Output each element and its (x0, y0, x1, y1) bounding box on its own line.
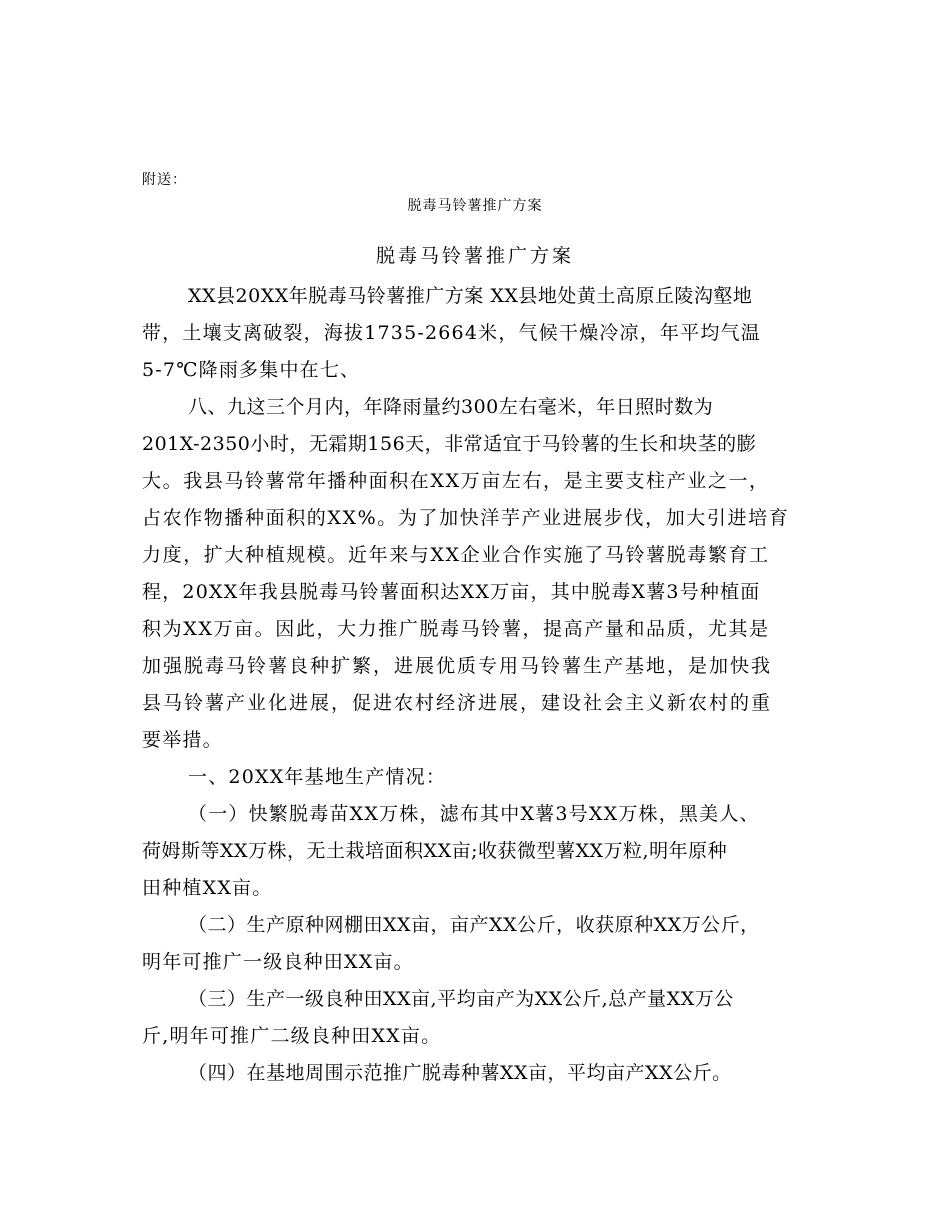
text-line: 斤,明年可推广二级良种田XX亩。 (142, 1025, 442, 1047)
text-line: （四）在基地周围示范推广脱毒种薯XX亩，平均亩产XX公斤。 (188, 1062, 732, 1084)
text-line: XX县20XX年脱毒马铃薯推广方案 XX县地处黄土高原丘陵沟壑地 (188, 285, 753, 307)
text-line: （三）生产一级良种田XX亩,平均亩产为XX公斤,总产量XX万公 (188, 988, 734, 1010)
text-line: 田种植XX亩。 (142, 877, 273, 899)
text-line: 占农作物播种面积的XX%。为了加快洋芋产业进展步伐，加大引进培育 (142, 507, 790, 529)
text-line: 县马铃薯产业化进展，促进农村经济进展，建设社会主义新农村的重 (142, 692, 773, 714)
text-line: 力度，扩大种植规模。近年来与XX企业合作实施了马铃薯脱毒繁育工 (142, 544, 770, 566)
text-line: （二）生产原种网棚田XX亩，亩产XX公斤，收获原种XX万公斤， (188, 914, 760, 936)
text-line: 积为XX万亩。因此，大力推广脱毒马铃薯，提高产量和品质，尤其是 (142, 618, 770, 640)
text-line: 大。我县马铃薯常年播种面积在XX万亩左右，是主要支柱产业之一， (142, 470, 770, 492)
text-line: 5-7℃降雨多集中在七、 (142, 359, 361, 381)
text-line: 程，20XX年我县脱毒马铃薯面积达XX万亩，其中脱毒X薯3号种植面 (142, 581, 761, 603)
document-body (142, 278, 812, 1092)
text-line: 明年可推广一级良种田XX亩。 (142, 951, 414, 973)
section-heading: 一、20XX年基地生产情况： (188, 766, 447, 788)
text-line: 八、九这三个月内，年降雨量约300左右毫米，年日照时数为 (188, 396, 714, 418)
attachment-label: 附送： (142, 172, 187, 188)
text-line: （一）快繁脱毒苗XX万株，滤布其中X薯3号XX万株，黑美人、 (188, 803, 760, 825)
text-line: 要举措。 (142, 729, 223, 751)
document-header: 脱毒马铃薯推广方案 (407, 198, 543, 214)
text-line: 201X-2350小时，无霜期156天，非常适宜于马铃薯的生长和块茎的膨 (142, 433, 757, 455)
text-line: 带，土壤支离破裂，海拔1735-2664米，气候干燥冷凉，年平均气温 (142, 322, 761, 344)
text-line: 加强脱毒马铃薯良种扩繁，进展优质专用马铃薯生产基地，是加快我 (142, 655, 773, 677)
document-title: 脱毒马铃薯推广方案 (375, 245, 574, 267)
text-line: 荷姆斯等XX万株，无土栽培面积XX亩;收获微型薯XX万粒,明年原种 (142, 840, 728, 862)
